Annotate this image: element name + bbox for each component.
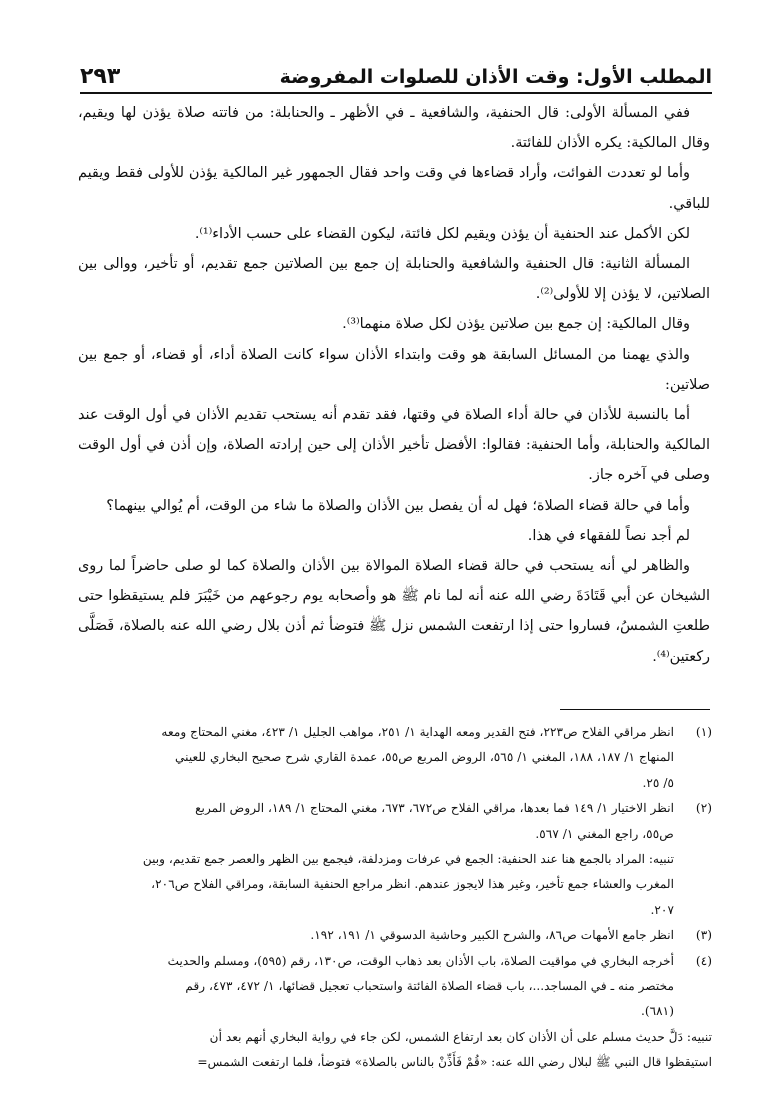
footnote-number: (١) (695, 725, 712, 739)
footnote-line: انظر جامع الأمهات ص٨٦، والشرح الكبير وحاشية الدسوقي ١/ ١٩١، ١٩٢. (310, 928, 674, 943)
footnote-line: استيقظوا قال النبي ﷺ لبلال رضي الله عنه: «قُمْ فَأَذِّنْ بالناس بالصلاة» فتوضأ، فلما ارتفعت الشمس= (197, 1055, 712, 1070)
paragraph: لكن الأكمل عند الحنفية أن يؤذن ويقيم لكل فائتة، ليكون القضاء على حسب الأداء⁽¹⁾. (194, 225, 690, 242)
footnote-note-line: تنبيه: المراد بالجمع هنا عند الحنفية: الجمع في عرفات ومزدلفة، فيجمع بين الظهر والعصر جمع تقديم، وبين (142, 852, 674, 867)
paragraph: وأما في حالة قضاء الصلاة؛ فهل له أن يفصل بين الأذان والصلاة ما شاء من الوقت، أم يُوالي بينهما؟ (106, 497, 690, 514)
footnote-text (78, 923, 674, 948)
footnote-line: ٥/ ٢٥. (642, 775, 674, 790)
paragraph: والظاهر لي أنه يستحب في حالة قضاء الصلاة الموالاة بين الأذان والصلاة كما لو صلى حاضراً لما روى الشيخان عن أبي قَتَادَةَ رضي الله عنه أنه لما نام ﷺ هو وأصحابه يوم رجوعهم من خَيْبَرَ فلم يستيقظوا حتى طلعتِ الشمسُ، فساروا حتى إذا ارتفعت الشمس نزل ﷺ فتوضأ ثم أذن بلال رضي الله عنه بالصلاة، فَصَلَّى ركعتين⁽⁴⁾. (78, 558, 710, 665)
footnote-line: انظر الاختيار ١/ ١٤٩ فما بعدها، مراقي الفلاح ص٦٧٢، ٦٧٣، مغني المحتاج ١/ ١٨٩، الروض المربع (195, 801, 674, 816)
footnote-separator (560, 709, 710, 710)
footnote-text (78, 720, 674, 796)
footnote-number: (٣) (695, 928, 712, 943)
footnotes (78, 720, 712, 1076)
footnote-note-line: المغرب والعشاء جمع تأخير، وغير هذا لايجوز عندهم. انظر مراجع الحنفية السابقة، ومراقي الفلاح ص٢٠٦، (151, 877, 674, 892)
paragraph: والذي يهمنا من المسائل السابقة هو وقت وابتداء الأذان سواء كانت الصلاة أداء، أو قضاء، أو جمع بين صلاتين: (78, 346, 710, 393)
paragraph: لم أجد نصاً للفقهاء في هذا. (527, 527, 690, 544)
footnote-1 (78, 720, 712, 796)
footnote-line: المنهاج ١/ ١٨٧، ١٨٨، المغني ١/ ٥٦٥، الروض المربع ص٥٥، عمدة القاري شرح صحيح البخاري للعيني (175, 750, 674, 765)
section-title: المطلب الأول: وقت الأذان للصلوات المفروضة (279, 66, 712, 88)
paragraph: ففي المسألة الأولى: قال الحنفية، والشافعية ـ في الأظهر ـ والحنابلة: من فاتته صلاة يؤذن لها ويقيم، وقال المالكية: يكره الأذان للفائتة. (78, 105, 710, 152)
footnote-number: (٤) (695, 953, 712, 968)
footnote-number: (٢) (695, 801, 712, 816)
footnote-line: تنبيه: دَلَّ حديث مسلم على أن الأذان كان بعد ارتفاع الشمس، لكن جاء في رواية البخاري أنهم بعد أن (209, 1029, 712, 1044)
paragraph: وقال المالكية: إن جمع بين صلاتين يؤذن لكل صلاة منهما⁽³⁾. (342, 316, 690, 333)
paragraph: المسألة الثانية: قال الحنفية والشافعية والحنابلة إن جمع بين الصلاتين جمع تقديم، أو تأخير، ووالى بين الصلاتين، لا يؤذن إلا للأولى⁽²⁾. (78, 256, 710, 303)
footnote-2 (78, 796, 712, 923)
footnote-3 (78, 923, 712, 948)
footnote-4 (78, 949, 712, 1025)
page-number: ٢٩٣ (80, 64, 121, 89)
paragraph: أما بالنسبة للأذان في حالة أداء الصلاة في وقتها، فقد تقدم أنه يستحب تقديم الأذان في أول الوقت عند المالكية والحنابلة، وأما الحنفية: فقالوا: الأفضل تأخير الأذان إلى حين إرادته الصلاة، وإن أذن في أول الوقت وصلى في آخره جاز. (78, 407, 710, 484)
footnote-continuation (78, 1025, 712, 1076)
running-header (80, 58, 712, 94)
footnote-line: انظر مراقي الفلاح ص٢٢٣، فتح القدير ومعه الهداية ١/ ٢٥١، مواهب الجليل ١/ ٤٢٣، مغني المحتاج ومعه (161, 725, 674, 739)
main-text (78, 98, 710, 672)
footnote-text (78, 796, 674, 923)
paragraph: وأما لو تعددت الفوائت، وأراد قضاءها في وقت واحد فقال الجمهور غير المالكية يؤذن للأولى فقط ويقيم للباقي. (78, 165, 710, 212)
footnote-note-line: ٢٠٧. (650, 902, 674, 917)
footnote-line: أخرجه البخاري في مواقيت الصلاة، باب الأذان بعد ذهاب الوقت، ص١٣٠، رقم (٥٩٥)، ومسلم والحديث (167, 953, 674, 968)
footnote-line: مختصر منه ـ في المساجد...، باب قضاء الصلاة الفائتة واستحباب تعجيل قضائها، ١/ ٤٧٢، ٤٧٣، رقم (185, 979, 674, 994)
footnote-text (78, 949, 674, 1025)
footnote-line: (٦٨١). (640, 1004, 674, 1019)
footnote-line: ص٥٥، راجع المغني ١/ ٥٦٧. (535, 826, 674, 841)
